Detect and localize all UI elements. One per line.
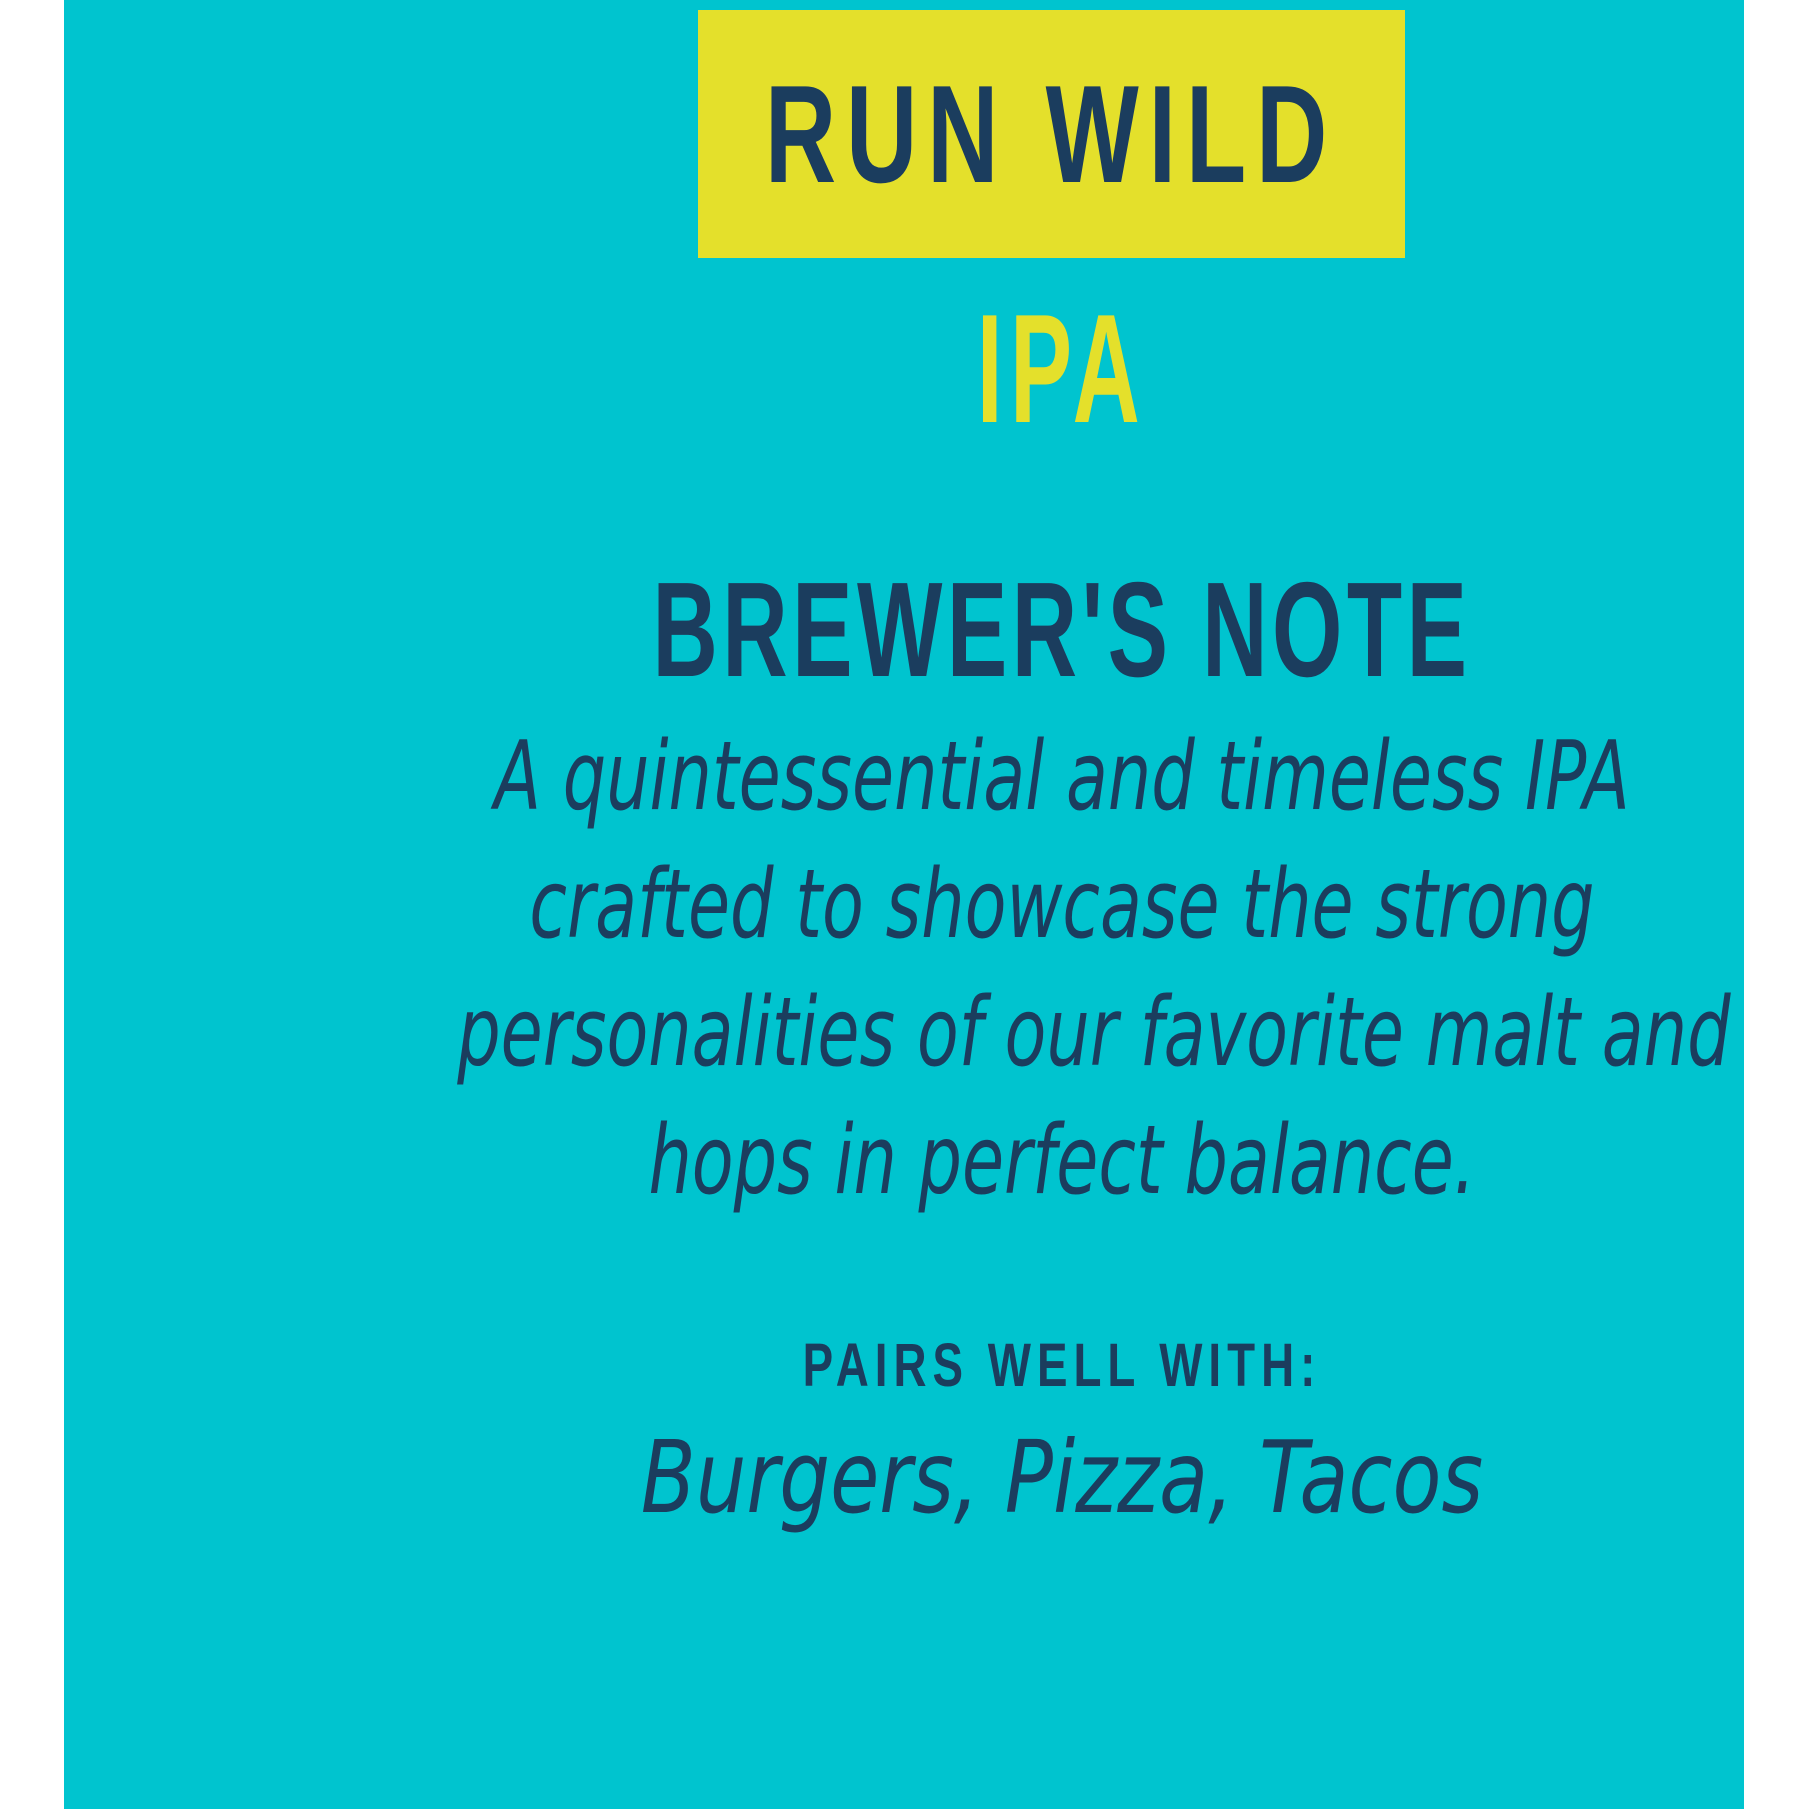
beer-style-name: IPA (976, 282, 1148, 455)
label-background (64, 0, 1744, 1809)
brewers-note-text (64, 713, 1744, 1225)
pairing-heading: PAIRS WELL WITH: (802, 1331, 1322, 1399)
brewers-note-line-2: crafted to showcase the strong (529, 850, 1595, 960)
brewers-note-line-4: hops in perfect balance. (648, 1106, 1476, 1216)
brand-name: RUN WILD (765, 56, 1338, 212)
brewers-note-heading: BREWER'S NOTE (652, 554, 1472, 705)
pairing-items: Burgers, Pizza, Tacos (640, 1419, 1484, 1536)
brewers-note-line-3: personalities of our favorite malt and (457, 978, 1731, 1088)
brewers-note-line-1: A quintessential and timeless IPA (494, 722, 1630, 832)
brand-banner (698, 10, 1405, 258)
